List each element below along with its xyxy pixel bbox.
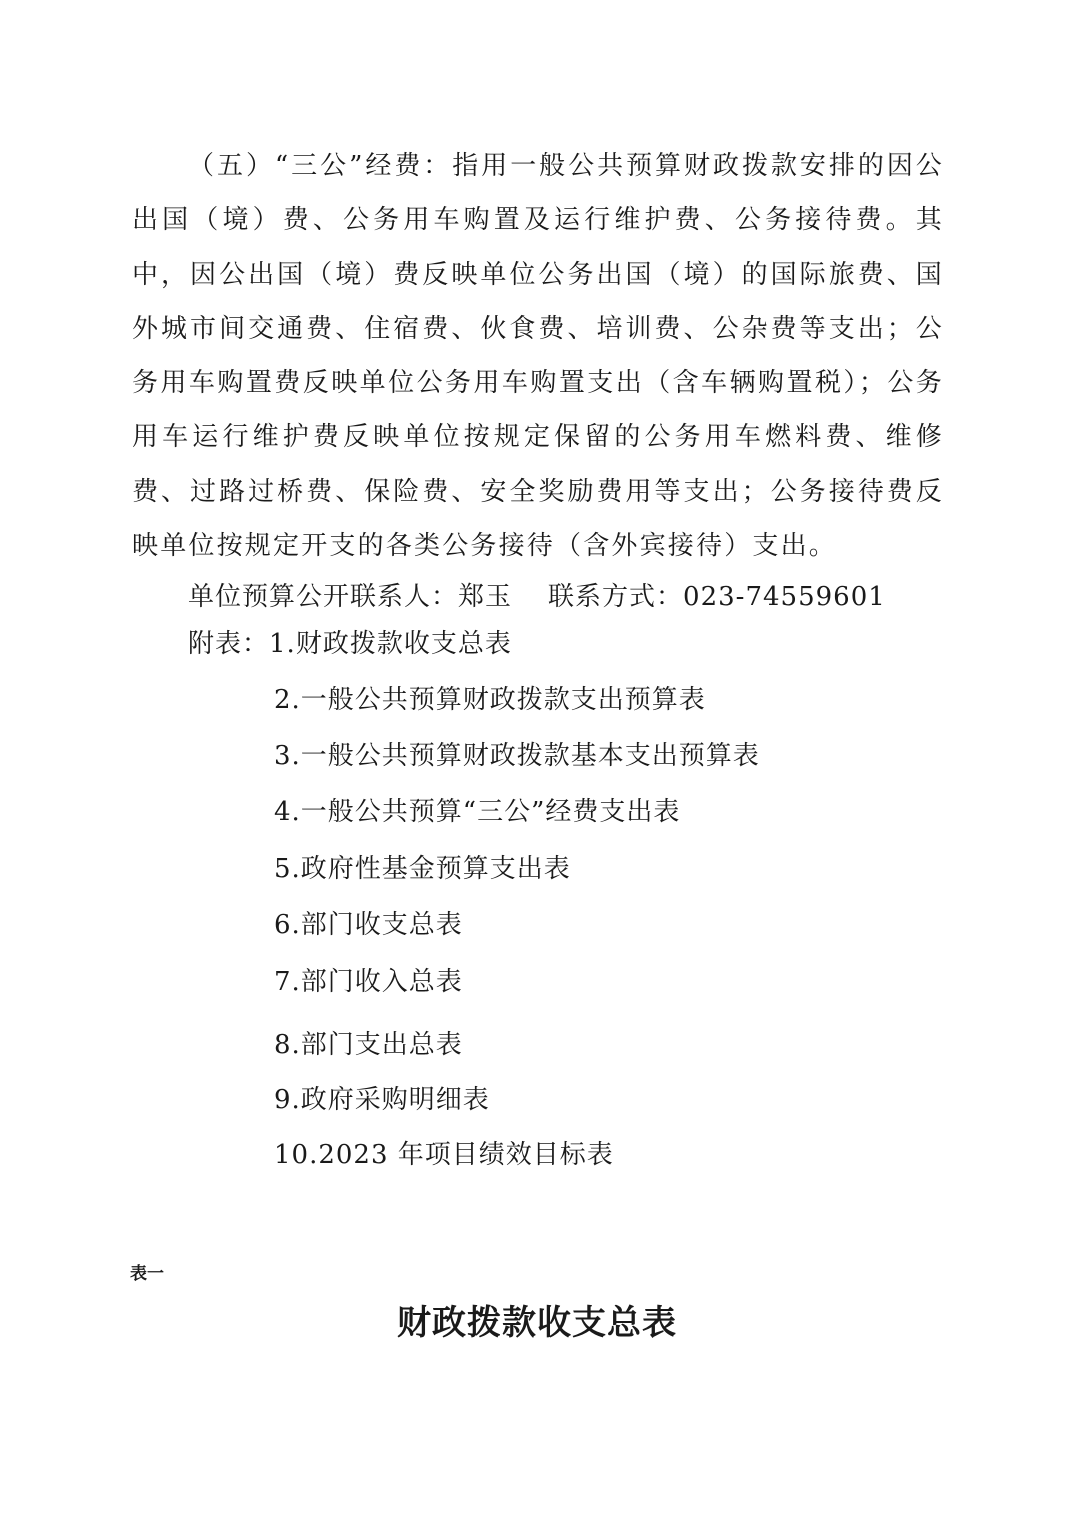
- table-title: 财政拨款收支总表: [397, 1303, 677, 1343]
- contact-method-label: 联系方式：: [548, 582, 684, 612]
- attachments-label-line: [188, 624, 512, 664]
- contact-person: 郑玉: [458, 582, 513, 612]
- attachment-item-1: 1.财政拨款收支总表: [269, 629, 512, 659]
- table-number-tag: 表一: [130, 1264, 164, 1284]
- attachment-item-10: 10.2023 年项目绩效目标表: [274, 1140, 614, 1170]
- contact-line: [188, 577, 886, 617]
- attachments-label: 附表：: [188, 629, 270, 659]
- attachment-item-9: 9.政府采购明细表: [274, 1085, 490, 1115]
- attachment-item-5: 5.政府性基金预算支出表: [274, 854, 571, 884]
- three-public-expenses-paragraph: （五）“三公”经费：指用一般公共预算财政拨款安排的因公出国（境）费、公务用车购置及运行维护费、公务接待费。其中，因公出国（境）费反映单位公务出国（境）的国际旅费、国外城市间交通费、住宿费、伙食费、培训费、公杂费等支出；公务用车购置费反映单位公务用车购置支出（含车辆购置税）；公务用车运行维护费反映单位按规定保留的公务用车燃料费、维修费、过路过桥费、保险费、安全奖励费用等支出；公务接待费反映单位按规定开支的各类公务接待（含外宾接待）支出。: [132, 151, 944, 562]
- contact-person-label: 单位预算公开联系人：: [188, 582, 459, 612]
- attachment-item-7: 7.部门收入总表: [274, 967, 463, 997]
- attachment-item-6: 6.部门收支总表: [274, 910, 463, 940]
- attachment-item-4: 4.一般公共预算“三公”经费支出表: [274, 797, 681, 827]
- attachment-item-8: 8.部门支出总表: [274, 1030, 463, 1060]
- attachment-item-3: 3.一般公共预算财政拨款基本支出预算表: [274, 741, 760, 771]
- attachment-item-2: 2.一般公共预算财政拨款支出预算表: [274, 685, 706, 715]
- contact-phone: 023-74559601: [683, 582, 886, 612]
